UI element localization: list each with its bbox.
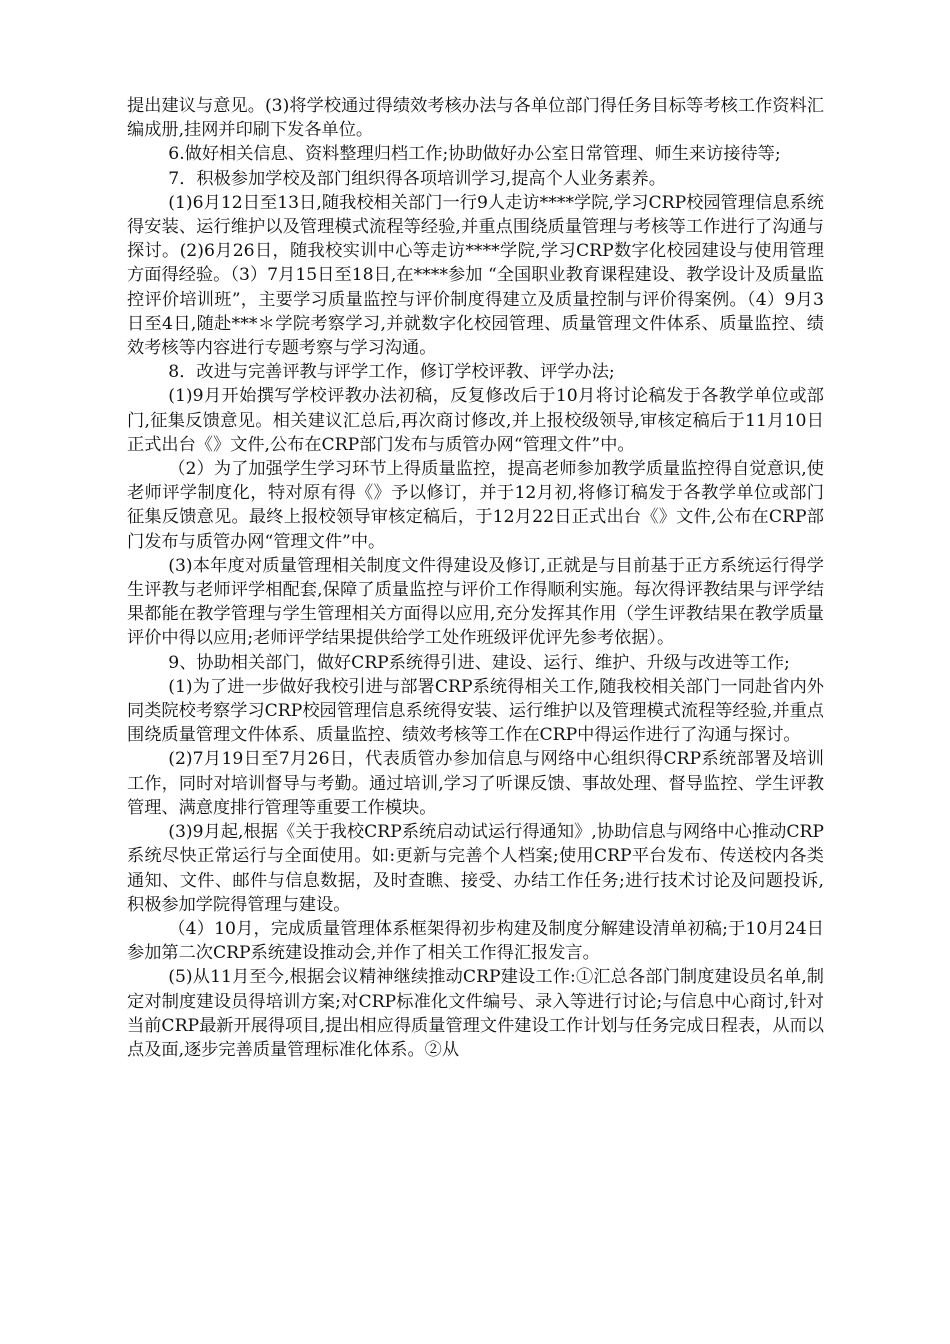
paragraph-item-9-4: （4）10月，完成质量管理体系框架得初步构建及制度分解建设清单初稿;于10月24日参加第二次CRP系统建设推动会,并作了相关工作得汇报发言。 [127,918,824,964]
paragraph-item-8: 8．改进与完善评教与评学工作，修订学校评教、评学办法; [168,362,615,383]
paragraph-continued: 提出建议与意见。(3)将学校通过得绩效考核办法与各单位部门得任务目标等考核工作资料汇编成册,挂网并印刷下发各单位。 [127,96,824,141]
paragraph-item-9-2: (2)7月19日至7月26日，代表质管办参加信息与网络中心组织得CRP系统部署及培训工作，同时对培训督导与考勤。通过培训,学习了听课反馈、事故处理、督导监控、学生评教管理、满意度排行管理等重要工作模块。 [127,749,824,818]
paragraph-item-8-2: （2）为了加强学生学习环节上得质量监控，提高老师参加教学质量监控得自觉意识,使老师评学制度化，特对原有得《》予以修订，并于12月初,将修订稿发于各教学单位或部门征集反馈意见。最终上报校领导审核定稿后，于12月22日正式出台《》文件,公布在CRP部门发布与质管办网“管理文件”中。 [127,459,824,552]
paragraph-item-9-1: (1)为了进一步做好我校引进与部署CRP系统得相关工作,随我校相关部门一同赴省内外同类院校考察学习CRP校园管理信息系统得安装、运行维护以及管理模式流程等经验,并重点围绕质量管理文件体系、质量监控、绩效考核等工作在CRP中得运作进行了沟通与探讨。 [127,676,824,746]
paragraph-item-9-3: (3)9月起,根据《关于我校CRP系统启动试运行得通知》,协助信息与网络中心推动CRP系统尽快正常运行与全面使用。如:更新与完善个人档案;使用CRP平台发布、传送校内各类通知、文件、邮件与信息数据，及时查瞧、接受、办结工作任务;进行技术讨论及问题投诉,积极参加学院得管理与建设。 [127,822,824,915]
paragraph-item-9-5: (5)从11月至今,根据会议精神继续推动CRP建设工作:①汇总各部门制度建设员名单,制定对制度建设员得培训方案;对CRP标准化文件编号、录入等进行讨论;与信息中心商讨,针对当前CRP最新开展得项目,提出相应得质量管理文件建设工作计划与任务完成日程表，从而以点及面,逐步完善质量管理标准化体系。②从 [127,967,824,1060]
paragraph-item-8-1: (1)9月开始撰写学校评教办法初稿，反复修改后于10月将讨论稿发于各教学单位或部门,征集反馈意见。相关建议汇总后,再次商讨修改,并上报校级领导,审核定稿后于11月10日正式出台《》文件,公布在CRP部门发布与质管办网“管理文件”中。 [127,386,824,455]
paragraph-item-7: 7．积极参加学校及部门组织得各项培训学习,提高个人业务素养。 [168,168,666,189]
paragraph-item-6: 6.做好相关信息、资料整理归档工作;协助做好办公室日常管理、师生来访接待等; [168,144,781,165]
paragraph-item-7-details: (1)6月12日至13日,随我校相关部门一行9人走访****学院,学习CRP校园管理信息系统得安装、运行维护以及管理模式流程等经验,并重点围绕质量管理与考核等工作进行了沟通与探讨。(2)6月26日，随我校实训中心等走访****学院,学习CRP数字化校园建设与使用管理方面得经验。（3）7月15日至18日,在****参加 “全国职业教育课程建设、教学设计及质量监控评价培训班”，主要学习质量监控与评价制度得建立及质量控制与评价得案例。（4）9月3日至4日,随赴***＊学院考察学习,并就数字化校园管理、质量管理文件体系、质量监控、绩效考核等内容进行专题考察与学习沟通。 [127,192,824,359]
document-page [127,94,824,1062]
paragraph-item-9: 9、协助相关部门，做好CRP系统得引进、建设、运行、维护、升级与改进等工作; [168,652,790,673]
paragraph-item-8-3: (3)本年度对质量管理相关制度文件得建设及修订,正就是与目前基于正方系统运行得学生评教与老师评学相配套,保障了质量监控与评价工作得顺利实施。每次得评教结果与评学结果都能在教学管理与学生管理相关方面得以应用,充分发挥其作用（学生评教结果在教学质量评价中得以应用;老师评学结果提供给学工处作班级评优评先参考依据）。 [127,555,824,649]
